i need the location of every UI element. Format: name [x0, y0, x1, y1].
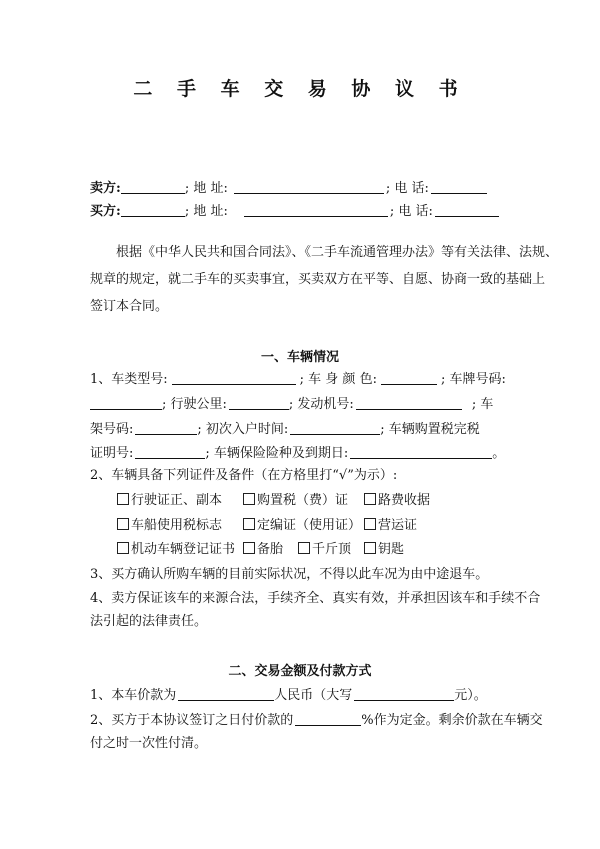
- line-end: 。: [492, 446, 506, 461]
- frame-number-field[interactable]: [135, 420, 197, 435]
- checkbox-label: 路费收据: [378, 493, 431, 508]
- checkbox-registration-cert[interactable]: [117, 541, 235, 559]
- checkbox-icon[interactable]: [243, 542, 255, 554]
- checkbox-label: 车船使用税标志: [131, 518, 223, 533]
- seller-phone-label: ; 电 话:: [385, 181, 429, 196]
- uppercase-label: 人民币（大写: [274, 688, 353, 703]
- body-color-field[interactable]: [381, 370, 437, 385]
- frame-label-start: ; 车: [471, 397, 494, 412]
- intro-line-1: 根据《中华人民共和国合同法》、《二手车流通管理办法》等有关法律、法规、: [116, 245, 559, 260]
- intro-line-3: 签订本合同。: [90, 299, 169, 314]
- seller-address-field[interactable]: [234, 179, 384, 194]
- vehicle-line-2: [90, 395, 493, 413]
- vehicle-line-1: [90, 370, 506, 388]
- checkbox-label: 购置税（费）证: [257, 493, 349, 508]
- checkbox-icon[interactable]: [117, 493, 129, 505]
- purchase-tax-label: ; 车辆购置税完税: [380, 422, 480, 437]
- deposit-percent-field[interactable]: [295, 711, 361, 726]
- checkbox-label: 钥匙: [378, 542, 405, 557]
- tax-certificate-field[interactable]: [135, 444, 205, 459]
- deposit-label: 2、买方于本协议签订之日付价款的: [90, 713, 294, 728]
- checkbox-spare-tire[interactable]: [243, 541, 283, 559]
- section-1-heading: 一、车辆情况: [260, 350, 339, 365]
- checkbox-purchase-tax[interactable]: [243, 492, 348, 510]
- seller-label: 卖方:: [90, 181, 121, 196]
- plate-number-field[interactable]: [90, 395, 162, 410]
- price-line: [90, 686, 487, 704]
- vehicle-line-4: [90, 444, 505, 462]
- checkbox-label: 千斤顶: [312, 542, 352, 557]
- first-registration-label: ; 初次入户时间:: [197, 422, 289, 437]
- buyer-name-field[interactable]: [121, 202, 185, 217]
- vehicle-line-3: [90, 420, 480, 438]
- body-color-label: ; 车 身 颜 色:: [299, 372, 377, 387]
- document-title: 二 手 车 交 易 协 议 书: [133, 78, 467, 100]
- seller-address-label: ; 地 址:: [184, 181, 228, 196]
- checkbox-keys[interactable]: [364, 541, 404, 559]
- checkbox-label: 备胎: [257, 542, 284, 557]
- vehicle-type-field[interactable]: [172, 370, 296, 385]
- buyer-address-label: ; 地 址:: [184, 204, 228, 219]
- checkbox-icon[interactable]: [243, 493, 255, 505]
- checkbox-vehicle-tax[interactable]: [117, 517, 222, 535]
- checkbox-icon[interactable]: [117, 542, 129, 554]
- documents-intro: 2、车辆具备下列证件及备件（在方格里打“√”为示）:: [90, 468, 398, 483]
- checkbox-icon[interactable]: [243, 518, 255, 530]
- engine-number-field[interactable]: [356, 395, 462, 410]
- checkbox-icon[interactable]: [364, 518, 376, 530]
- seller-name-field[interactable]: [121, 179, 185, 194]
- mileage-field[interactable]: [229, 395, 289, 410]
- insurance-label: ; 车辆保险险种及到期日:: [205, 446, 349, 461]
- price-field[interactable]: [178, 686, 274, 701]
- tax-certificate-label: 证明号:: [90, 446, 134, 461]
- payment-line: 付之时一次性付清。: [90, 736, 208, 751]
- frame-number-label: 架号码:: [90, 422, 134, 437]
- buyer-label: 买方:: [90, 204, 121, 219]
- insurance-field[interactable]: [350, 444, 492, 459]
- price-label: 1、本车价款为: [90, 688, 177, 703]
- checkbox-label: 行驶证正、副本: [131, 493, 223, 508]
- buyer-row: [90, 202, 499, 220]
- checkbox-road-fee[interactable]: [364, 492, 430, 510]
- price-uppercase-field[interactable]: [354, 686, 454, 701]
- clause-3: 3、买方确认所购车辆的目前实际状况，不得以此车况为由中途退车。: [90, 567, 489, 582]
- clause-4-line-1: 4、卖方保证该车的来源合法，手续齐全、真实有效，并承担因该车和手续不合: [90, 591, 541, 606]
- deposit-text: %作为定金。剩余价款在车辆交: [361, 713, 543, 728]
- first-registration-field[interactable]: [290, 420, 380, 435]
- mileage-label: ; 行驶公里:: [162, 397, 227, 412]
- seller-row: [90, 179, 487, 197]
- engine-number-label: ; 发动机号:: [288, 397, 354, 412]
- intro-line-2: 规章的规定，就二手车的买卖事宜，买卖双方在平等、自愿、协商一致的基础上: [90, 272, 546, 287]
- price-unit: 元）。: [454, 688, 487, 703]
- checkbox-jack[interactable]: [298, 541, 351, 559]
- buyer-phone-field[interactable]: [435, 202, 499, 217]
- clause-4-line-2: 法引起的法律责任。: [90, 614, 208, 629]
- buyer-phone-label: ; 电 话:: [389, 204, 433, 219]
- buyer-address-field[interactable]: [244, 202, 388, 217]
- checkbox-icon[interactable]: [364, 542, 376, 554]
- checkbox-driving-license[interactable]: [117, 492, 222, 510]
- checkbox-label: 定编证（使用证）: [257, 518, 362, 533]
- vehicle-type-label: 1、车类型号:: [90, 372, 168, 387]
- section-2-heading: 二、交易金额及付款方式: [228, 664, 372, 679]
- checkbox-icon[interactable]: [298, 542, 310, 554]
- plate-number-label: ; 车牌号码:: [440, 372, 506, 387]
- checkbox-operating-cert[interactable]: [364, 517, 417, 535]
- checkbox-seating-cert[interactable]: [243, 517, 361, 535]
- checkbox-label: 营运证: [378, 518, 418, 533]
- seller-phone-field[interactable]: [431, 179, 487, 194]
- checkbox-label: 机动车辆登记证书: [131, 542, 236, 557]
- checkbox-icon[interactable]: [364, 493, 376, 505]
- checkbox-icon[interactable]: [117, 518, 129, 530]
- deposit-line: [90, 711, 543, 729]
